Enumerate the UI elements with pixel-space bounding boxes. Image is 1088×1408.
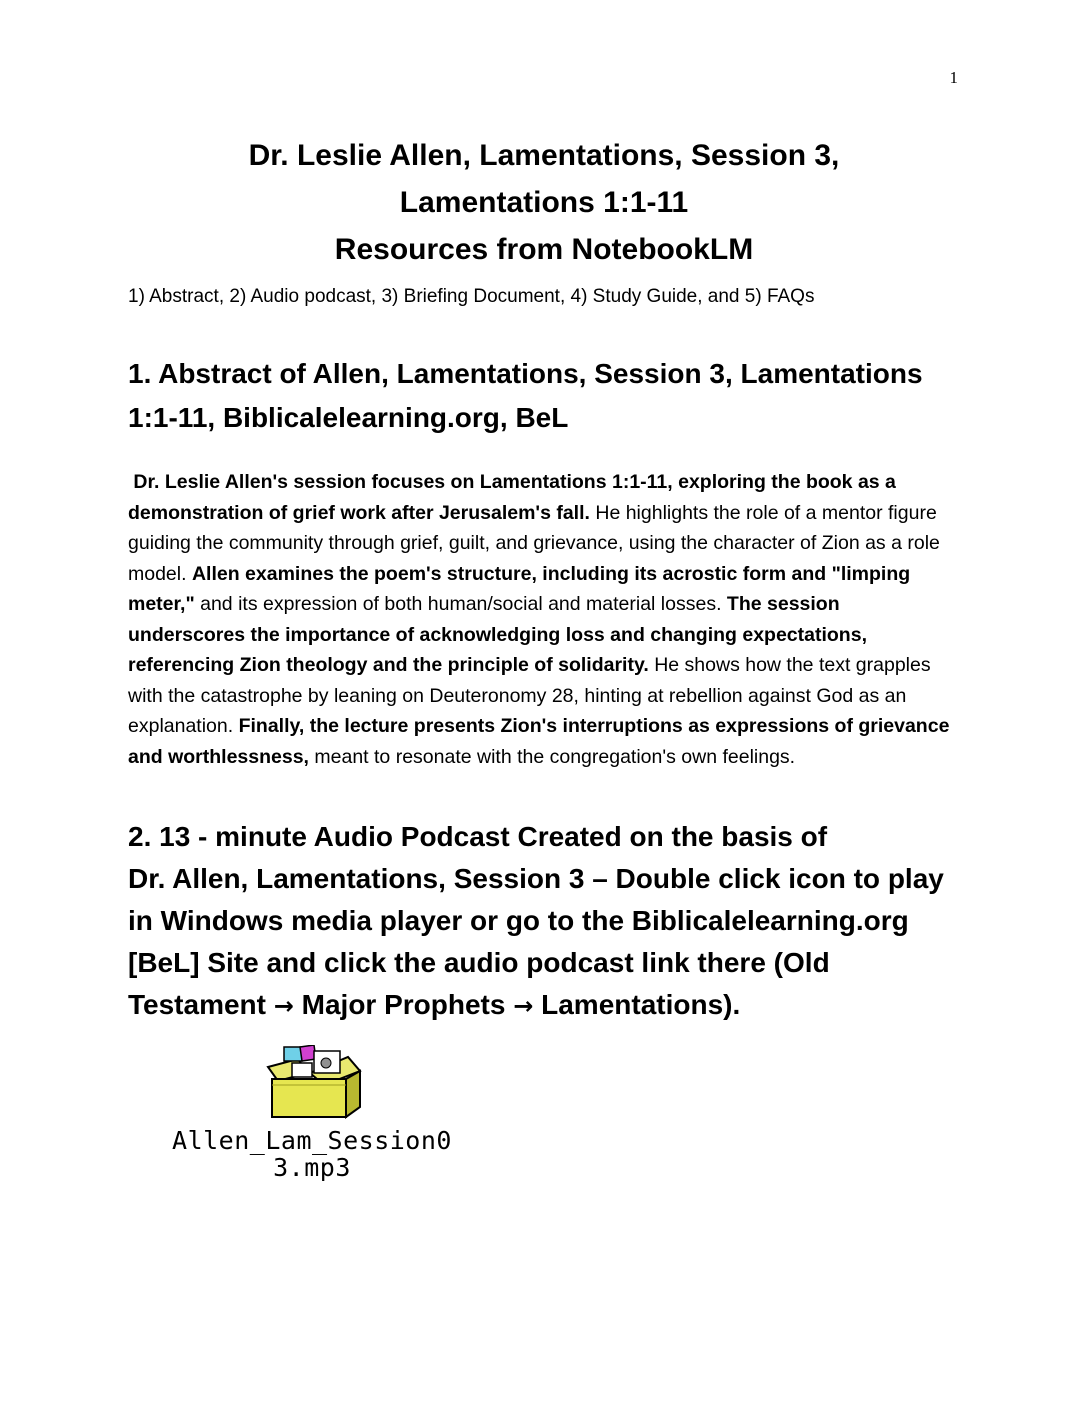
- abstract-text-4: and its expression of both human/social and material losses.: [194, 593, 727, 615]
- podcast-heading: [128, 816, 968, 1027]
- abstract-bold-7: Finally, the lecture presents Zion's interruptions as expressions of grievance and worthlessness,: [128, 715, 950, 768]
- abstract-text-6: He shows how the text grapples with the catastrophe by leaning on Deuteronomy 28, hinting at rebellion against God as an explanation.: [128, 654, 931, 737]
- abstract-text-8: meant to resonate with the congregation's own feelings.: [308, 745, 796, 768]
- abstract-text-2: He highlights the role of a mentor figure guiding the community through grief, guilt, and grievance, using the character of Zion as a role model.: [128, 501, 940, 585]
- title-line-1: Dr. Leslie Allen, Lamentations, Session 3,: [248, 139, 840, 172]
- title-line-2: Lamentations 1:1-11: [399, 186, 689, 219]
- podcast-heading-line-1: 2. 13 - minute Audio Podcast Created on the basis of: [128, 821, 828, 852]
- audio-file-attachment[interactable]: [126, 1045, 498, 1181]
- abstract-paragraph: [128, 467, 960, 772]
- title-line-3: Resources from NotebookLM: [334, 233, 754, 266]
- media-package-icon[interactable]: [252, 1045, 364, 1119]
- right-arrow-icon: →: [273, 992, 294, 1020]
- audio-file-name[interactable]: [126, 1127, 498, 1181]
- abstract-bold-5: The session underscores the importance of acknowledging loss and changing expectations, referencing Zion theology and the principle of solidarity.: [128, 593, 867, 676]
- page-number: 1: [949, 68, 958, 87]
- abstract-heading: 1. Abstract of Allen, Lamentations, Session 3, Lamentations 1:1-11, Biblicalelearning.org, BeL: [128, 358, 923, 433]
- right-arrow-icon: →: [513, 992, 534, 1020]
- podcast-crumb-lamentations: Lamentations).: [533, 989, 741, 1020]
- abstract-bold-3: Allen examines the poem's structure, including its acrostic form and "limping meter,": [128, 562, 911, 615]
- abstract-bold-1: Dr. Leslie Allen's session focuses on Lamentations 1:1-11, exploring the book as a demonstration of grief work after Jerusalem's fall.: [128, 471, 896, 524]
- document-title: [0, 132, 1088, 273]
- file-name-line-1: Allen_Lam_Session0: [172, 1126, 452, 1155]
- podcast-crumb-major-prophets: Major Prophets: [293, 989, 514, 1020]
- resources-list: 1) Abstract, 2) Audio podcast, 3) Briefing Document, 4) Study Guide, and 5) FAQs: [128, 286, 815, 307]
- podcast-heading-text: Dr. Allen, Lamentations, Session 3 – Double click icon to play in Windows media player or go to the Biblicalelearning.org [BeL] Site and click the audio podcast link there (Old Testament: [128, 863, 944, 1020]
- file-name-line-2: 3.mp3: [273, 1153, 351, 1182]
